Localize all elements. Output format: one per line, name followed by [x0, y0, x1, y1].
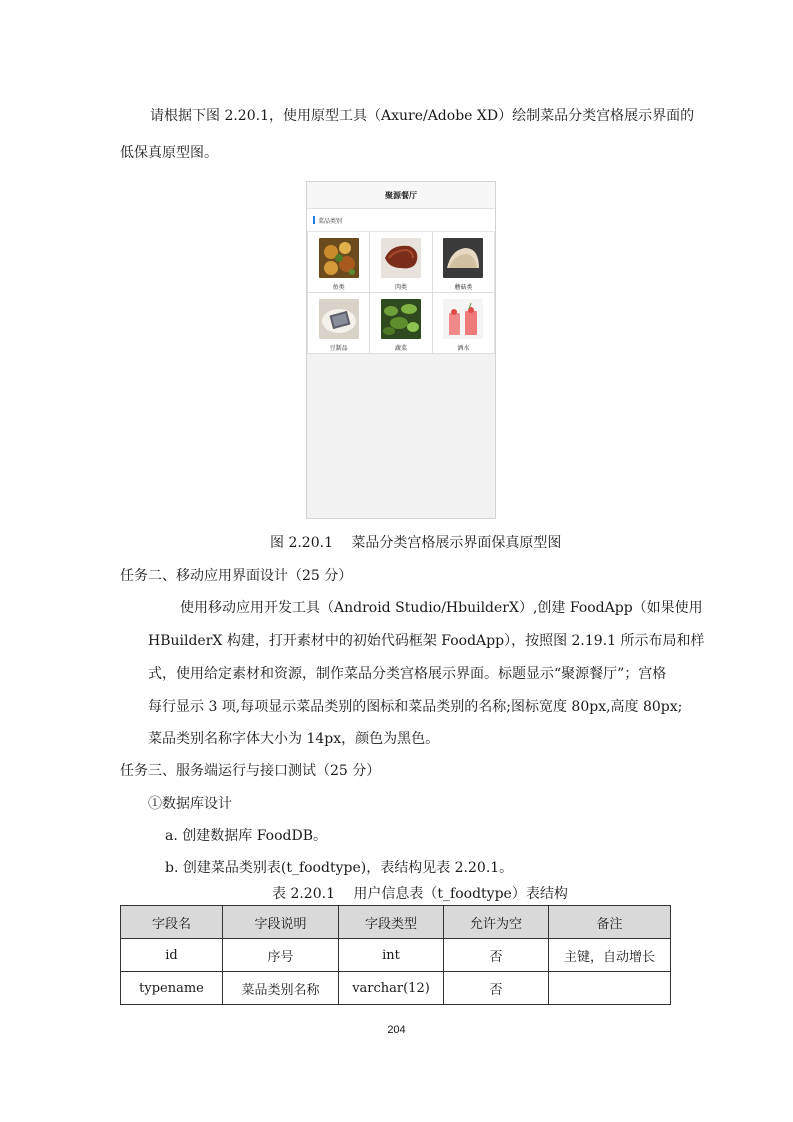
- task2-paragraph-line: 式，使用给定素材和资源，制作菜品分类宫格展示界面。标题显示“聚源餐厅”；宫格: [148, 666, 667, 682]
- column-header: 允许为空: [444, 906, 549, 939]
- task3-heading: 任务三、服务端运行与接口测试（25 分）: [120, 763, 381, 779]
- grid-item-label: 豆制品: [329, 345, 348, 352]
- grid-item-vegetable[interactable]: [370, 293, 432, 354]
- grid-item-label: 蘑菇类: [454, 284, 473, 291]
- task2-paragraph-line: 菜品类别名称字体大小为 14px，颜色为黑色。: [148, 731, 440, 747]
- table-cell: 序号: [223, 939, 339, 972]
- column-header: 备注: [549, 906, 671, 939]
- grid-item-label: 蔬菜: [394, 345, 407, 352]
- table-row: [121, 939, 671, 972]
- phone-mockup: [306, 181, 496, 519]
- table-header-row: [121, 906, 671, 939]
- table-cell: [549, 972, 671, 1005]
- task2-paragraph-line: 使用移动应用开发工具（Android Studio/HbuilderX）,创建 FoodApp（如果使用: [180, 600, 703, 616]
- mockup-section-header: [307, 209, 495, 232]
- table-cell: typename: [121, 972, 223, 1005]
- vegetable-dish-image: [381, 299, 421, 339]
- table-cell: varchar(12): [339, 972, 444, 1005]
- task2-paragraph-line: 每行显示 3 项,每项显示菜品类别的图标和菜品类别的名称;图标宽度 80px,高度 80px;: [148, 699, 683, 715]
- table-caption: 表 2.20.1 用户信息表（t_foodtype）表结构: [272, 886, 568, 902]
- intro-line-2: 低保真原型图。: [120, 145, 218, 161]
- grid-item-label: 肉类: [394, 284, 407, 291]
- grid-item-mushroom[interactable]: [433, 232, 495, 293]
- step-b: b. 创建菜品类别表(t_foodtype)，表结构见表 2.20.1。: [165, 860, 514, 876]
- grid-item-label: 鱼类: [332, 284, 345, 291]
- db-design-heading: ①数据库设计: [148, 796, 232, 812]
- grid-item-drinks[interactable]: [433, 293, 495, 354]
- mockup-title: 聚源餐厅: [307, 182, 495, 209]
- grid-item-meat[interactable]: [370, 232, 432, 293]
- table-cell: 主键，自动增长: [549, 939, 671, 972]
- tofu-dish-image: [319, 299, 359, 339]
- mushroom-dish-image: [443, 238, 483, 278]
- mockup-section-label: 菜品类别: [318, 217, 343, 225]
- intro-line-1: 请根据下图 2.20.1，使用原型工具（Axure/Adobe XD）绘制菜品分类宫格展示界面的: [150, 108, 695, 124]
- task2-heading: 任务二、移动应用界面设计（25 分）: [120, 568, 353, 584]
- column-header: 字段名: [121, 906, 223, 939]
- table-cell: int: [339, 939, 444, 972]
- grid-item-tofu[interactable]: [308, 293, 370, 354]
- figure-caption: 图 2.20.1 菜品分类宫格展示界面保真原型图: [270, 535, 562, 551]
- table-cell: 否: [444, 972, 549, 1005]
- category-grid: [307, 232, 495, 354]
- table-cell: 否: [444, 939, 549, 972]
- page-number: 204: [387, 1024, 406, 1036]
- table-structure: [120, 905, 671, 1005]
- task2-paragraph-line: HBuilderX 构建，打开素材中的初始代码框架 FoodApp），按照图 2.19.1 所示布局和样: [148, 633, 705, 649]
- table-row: [121, 972, 671, 1005]
- grid-item-fish[interactable]: [308, 232, 370, 293]
- fish-dish-image: [319, 238, 359, 278]
- drinks-image: [443, 299, 483, 339]
- meat-dish-image: [381, 238, 421, 278]
- table-cell: id: [121, 939, 223, 972]
- grid-item-label: 酒水: [457, 345, 470, 352]
- step-a: a. 创建数据库 FoodDB。: [165, 828, 327, 844]
- column-header: 字段说明: [223, 906, 339, 939]
- column-header: 字段类型: [339, 906, 444, 939]
- table-cell: 菜品类别名称: [223, 972, 339, 1005]
- section-marker: [313, 216, 315, 224]
